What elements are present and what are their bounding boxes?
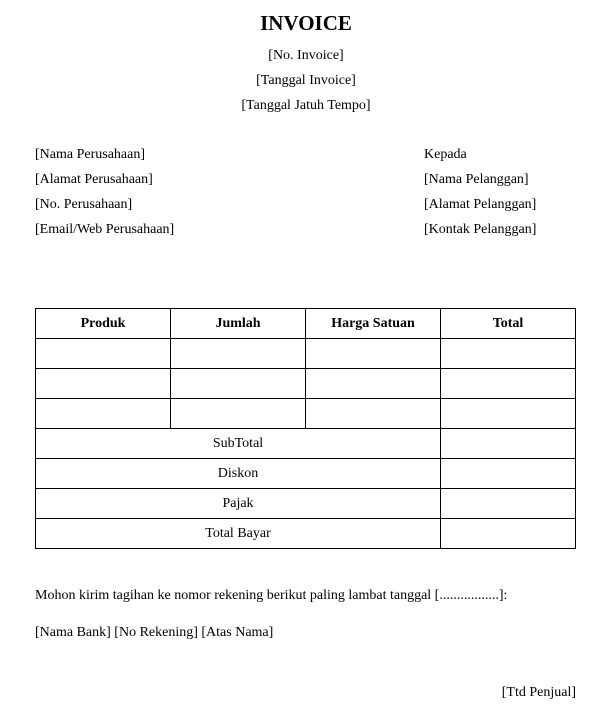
grand-total-row xyxy=(36,519,576,549)
invoice-title: INVOICE xyxy=(260,11,352,35)
table-cell xyxy=(441,369,576,399)
seller-name: [Nama Perusahaan] xyxy=(35,147,146,162)
tax-value xyxy=(441,489,576,519)
invoice-table xyxy=(35,308,576,549)
table-cell xyxy=(306,339,441,369)
seller-address: [Alamat Perusahaan] xyxy=(35,172,153,187)
invoice-number: [No. Invoice] xyxy=(268,48,344,63)
table-cell xyxy=(441,399,576,429)
discount-label: Diskon xyxy=(36,459,441,489)
table-header-row xyxy=(36,309,576,339)
buyer-label: Kepada xyxy=(424,147,467,162)
table-cell xyxy=(441,339,576,369)
table-cell xyxy=(306,399,441,429)
seller-email: [Email/Web Perusahaan] xyxy=(35,222,175,237)
header-total: Total xyxy=(441,309,576,339)
grand-total-value xyxy=(441,519,576,549)
payment-note: Mohon kirim tagihan ke nomor rekening berikut paling lambat tanggal [.................]: xyxy=(35,588,508,603)
table-row xyxy=(36,399,576,429)
header-jumlah: Jumlah xyxy=(171,309,306,339)
grand-total-label: Total Bayar xyxy=(36,519,441,549)
tax-label: Pajak xyxy=(36,489,441,519)
seller-number: [No. Perusahaan] xyxy=(35,197,133,212)
seller-signature: [Ttd Penjual] xyxy=(501,685,576,700)
table-cell xyxy=(36,399,171,429)
tax-row xyxy=(36,489,576,519)
buyer-address: [Alamat Pelanggan] xyxy=(424,197,537,212)
table-cell xyxy=(171,339,306,369)
table-row xyxy=(36,369,576,399)
table-row xyxy=(36,339,576,369)
invoice-date: [Tanggal Invoice] xyxy=(256,73,356,88)
header-produk: Produk xyxy=(36,309,171,339)
due-date: [Tanggal Jatuh Tempo] xyxy=(241,98,371,113)
table-cell xyxy=(171,369,306,399)
buyer-contact: [Kontak Pelanggan] xyxy=(424,222,537,237)
subtotal-row xyxy=(36,429,576,459)
discount-row xyxy=(36,459,576,489)
bank-info: [Nama Bank] [No Rekening] [Atas Nama] xyxy=(35,625,274,640)
buyer-name: [Nama Pelanggan] xyxy=(424,172,529,187)
header-harga-satuan: Harga Satuan xyxy=(306,309,441,339)
subtotal-label: SubTotal xyxy=(36,429,441,459)
subtotal-value xyxy=(441,429,576,459)
table-cell xyxy=(171,399,306,429)
table-cell xyxy=(306,369,441,399)
table-cell xyxy=(36,369,171,399)
table-cell xyxy=(36,339,171,369)
discount-value xyxy=(441,459,576,489)
